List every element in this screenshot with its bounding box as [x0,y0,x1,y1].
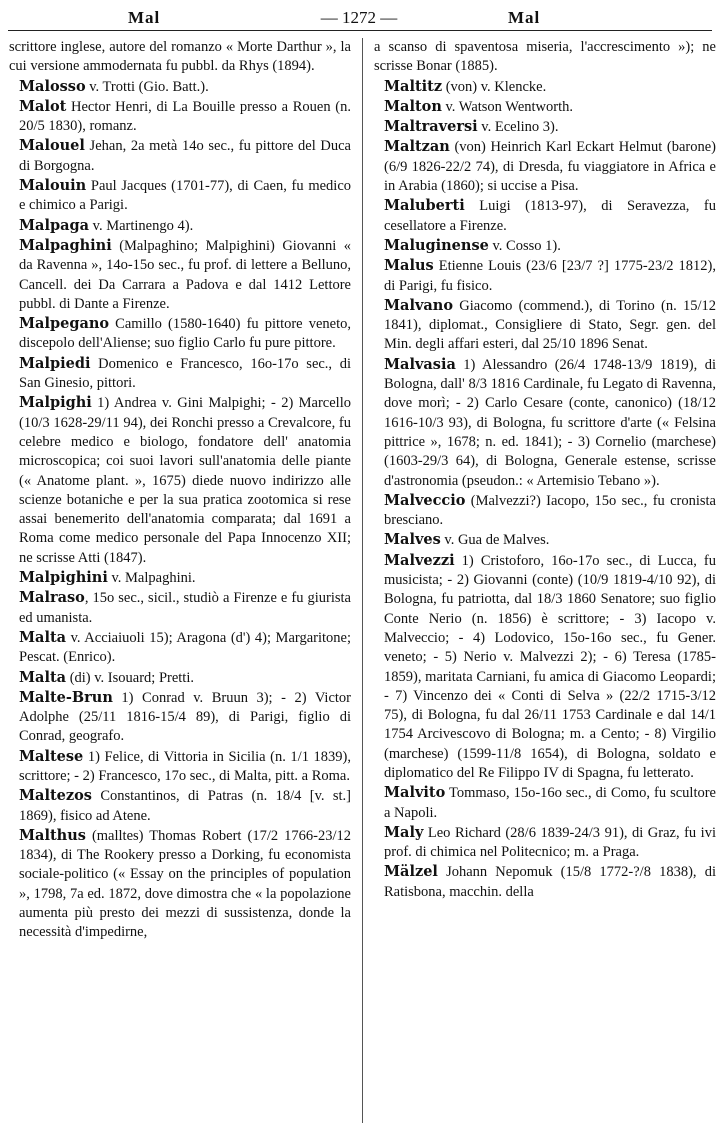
entry-headword: Malpegano [19,315,110,333]
dictionary-entry [9,136,351,176]
entry-headword: Malpaga [19,216,90,234]
entry-headword: Malraso [19,589,85,607]
dictionary-entry [374,38,716,77]
dictionary-entry [374,77,716,97]
entry-text: (von) Heinrich Karl Eckart Helmut (barone) (6/9 1826-22/2 74), di Dresda, fu viaggiatore in Africa e in Arabia (1860); si uccise a Pisa. [384,139,716,195]
entry-text: v. Cosso 1). [488,237,561,254]
entry-text: Paul Jacques (1701-77), di Caen, fu medico e chimico a Parigi. [19,178,351,214]
entry-text: v. Trotti (Gio. Batt.). [85,78,209,95]
header-left-word: Mal [128,8,161,27]
left-column [9,38,351,943]
entry-headword: Maltraversi [384,118,478,136]
entry-text: 1) Cristoforo, 16o-17o sec., di Lucca, fu musicista; - 2) Giovanni (conte) (10/9 1819-4/10 92), di Bologna, fu patriotta, dal 18/3 1860 Senatore; suo figlio Conte Nerio (n. 1856) è scrittore; - 3) Iacopo v. Malveccio; - 4) Lodovico, 15o-16o sec., fu Gener. veneto; - 5) Nerio v. Malvezzi 2); - 6) Teresa (1785-1859), maritata Carniani, fu amica di Giacomo Leopardi; - 7) Vincenzo dei « Conti di Selva » (22/2 1715-3/12 75), di Bologna, fu dal 26/11 1753 Cardinale e dal 14/1 1754 Arcivescovo di Bologna; m. a Cento; - 8) Virgilio (marchese) (1599-11/8 1654), di Bologna, soldato e diplomatico del Re Filippo IV di Spagna, fu letterato. [384,552,716,781]
dictionary-entry [9,236,351,314]
dictionary-entry [9,688,351,747]
entry-headword: Malosso [19,77,86,95]
entry-headword: Malus [384,257,434,275]
entry-text: , 15o sec., sicil., studiò a Firenze e fu giurista ed umanista. [19,590,351,626]
entry-headword: Malvano [384,296,453,314]
dictionary-entry [374,296,716,355]
column-divider [362,38,363,1123]
dictionary-entry [9,97,351,137]
dictionary-entry [374,117,716,137]
entry-text: Camillo (1580-1640) fu pittore veneto, discepolo dell'Aliense; suo figlio Carlo fu pure pittore. [19,316,351,352]
entry-text: Giacomo (commend.), di Torino (n. 15/12 1841), diplomat., Consigliere di Stato, Segr. gen. del Min. degli affari esteri, dal 25/10 1896 Senat. [384,297,716,353]
dictionary-entry [9,176,351,216]
entry-text: (Malpaghino; Malpighini) Giovanni « da Ravenna », 14o-15o sec., fu prof. di lettere a Belluno, Cancell. dei Da Carrara a Padova e dal 1412 Lettore pubbl. di Dante a Firenze. [19,237,351,312]
entry-headword: Malta [19,628,67,646]
dictionary-entry [9,354,351,394]
dictionary-entry [374,355,716,491]
entry-headword: Maltezos [19,787,92,805]
entry-text: Jehan, 2a metà 14o sec., fu pittore del Duca di Borgogna. [19,138,351,174]
dictionary-entry [9,568,351,588]
dictionary-entry [374,823,716,863]
dictionary-entry [9,588,351,628]
dictionary-entry [9,668,351,688]
right-column [374,38,716,902]
entry-text: v. Martinengo 4). [89,217,194,234]
entry-headword: Mälzel [384,863,438,881]
entry-headword: Maltese [19,747,84,765]
entry-headword: Maly [384,823,424,841]
entry-text: Constantinos, di Patras (n. 18/4 [v. st.] 1869), fisico ad Atene. [19,788,351,824]
entry-text: Etienne Louis (23/6 [23/7 ?] 1775-23/2 1812), di Parigi, fu fisico. [384,258,716,294]
page-number: — 1272 — [320,8,398,27]
entry-headword: Maluginense [384,236,489,254]
header-right-word: Mal [508,8,541,27]
entry-text: Tommaso, 15o-16o sec., di Como, fu scultore a Napoli. [384,785,716,821]
entry-headword: Malvezzi [384,551,455,569]
dictionary-entry [374,491,716,531]
entry-headword: Malpiedi [19,354,91,372]
dictionary-entry [9,314,351,354]
entry-headword: Malthus [19,826,86,844]
entry-text: Domenico e Francesco, 16o-17o sec., di San Ginesio, pittori. [19,355,351,392]
entry-text: Johann Nepomuk (15/8 1772-?/8 1838), di Ratisbona, macchin. della [384,864,716,900]
dictionary-entry [374,196,716,236]
entry-text: scrittore inglese, autore del romanzo « Morte Darthur », la cui versione ammodernata fu pubbl. da Rhys (1894). [9,39,351,75]
dictionary-entry [374,551,716,784]
entry-text: v. Ecelino 3). [477,119,559,136]
entry-headword: Malveccio [384,491,466,509]
entry-headword: Maltitz [384,77,443,95]
dictionary-entry [9,786,351,826]
entry-headword: Malves [384,531,441,549]
entry-text: 1) Felice, di Vittoria in Sicilia (n. 1/1 1839), scrittore; - 2) Francesco, 17o sec., di Malta, pitt. a Roma. [19,748,351,784]
entry-headword: Malpighini [19,569,108,587]
entry-text: v. Watson Wentworth. [441,98,573,115]
entry-headword: Maluberti [384,197,465,215]
entry-text: v. Gua de Malves. [440,532,550,549]
entry-text: (Malvezzi?) Iacopo, 15o sec., fu cronista bresciano. [384,492,716,529]
dictionary-entry [9,628,351,668]
page-header [0,2,718,32]
entry-headword: Malvasia [384,355,456,373]
dictionary-entry [374,862,716,902]
dictionary-entry [9,38,351,77]
dictionary-entry [374,783,716,823]
entry-headword: Malte-Brun [19,688,113,706]
dictionary-entry [9,216,351,236]
entry-text: a scanso di spaventosa miseria, l'accrescimento »); ne scrisse Bonar (1885). [374,39,716,75]
entry-text: (malltes) Thomas Robert (17/2 1766-23/12 1834), di The Rookery presso a Dorking, fu economista sociale-politico (« Essay on the principles of population », 1798, 7a ed. 1872, dove dimostra che « la popolazione aumenta più presto dei mezzi di sussistenza, donde la necessità d'impedirne, [19,827,351,941]
entry-headword: Malouin [19,177,87,195]
dictionary-entry [374,530,716,550]
entry-headword: Malvito [384,784,446,802]
entry-headword: Malta [19,668,67,686]
dictionary-entry [374,236,716,256]
entry-text: (von) v. Klencke. [442,78,547,95]
header-rule [8,30,712,31]
dictionary-entry [374,137,716,196]
entry-headword: Malton [384,97,442,115]
dictionary-entry [374,97,716,117]
entry-headword: Malpighi [19,394,92,412]
entry-text: 1) Alessandro (26/4 1748-13/9 1819), di Bologna, dall' 8/3 1816 Cardinale, fu Legato di Ravenna, dove morì; - 2) Carlo Cesare (conte, canonico) (18/12 1616-10/3 93), di Bologna, fu scrittore d'arte (« Felsina pittrice », 1678; n. ed. 1841); - 3) Cornelio (marchese) (1603-29/3 64), di Bologna, Generale estense, scrisse d'astronomia (pseudon.: « Artemisio Tebano »). [384,356,716,489]
dictionary-entry [9,393,351,568]
entry-text: v. Acciaiuoli 15); Aragona (d') 4); Margaritone; Pescat. (Enrico). [19,629,351,666]
entry-text: 1) Andrea v. Gini Malpighi; - 2) Marcello (10/3 1628-29/11 94), dei Ronchi presso a Crevalcore, fu celebre medico e biologo, fondatore dell' anatomia microscopica; coi suoi lavori sull'anatomia delle piante (« Anatome plant. », 1675) diede nuovo indirizzo alle scienze botaniche e per la sua pratica zootomica si rese assai benemerito dell'anatomia comparata; dal 1691 a Roma come medico personale del Papa Innocenzo XII; ne scrisse Atti (1847). [19,395,351,566]
entry-headword: Maltzan [384,138,450,156]
entry-text: Leo Richard (28/6 1839-24/3 91), di Graz, fu ivi prof. di chimica nel Politecnico; m. a Praga. [384,824,716,861]
entry-headword: Malpaghini [19,236,112,254]
entry-text: Hector Henri, di La Bouille presso a Rouen (n. 20/5 1830), romanz. [19,98,351,135]
entry-text: Luigi (1813-97), di Seravezza, fu cesellatore a Firenze. [384,198,716,234]
entry-text: (di) v. Isouard; Pretti. [66,669,194,686]
dictionary-entry [9,77,351,97]
dictionary-entry [374,256,716,296]
entry-text: v. Malpaghini. [107,570,196,587]
entry-headword: Malouel [19,137,85,155]
dictionary-entry [9,747,351,787]
entry-text: 1) Conrad v. Bruun 3); - 2) Victor Adolphe (25/11 1816-15/4 89), di Parigi, figlio di Conrad, geografo. [19,689,351,745]
entry-headword: Malot [19,97,67,115]
dictionary-entry [9,826,351,943]
